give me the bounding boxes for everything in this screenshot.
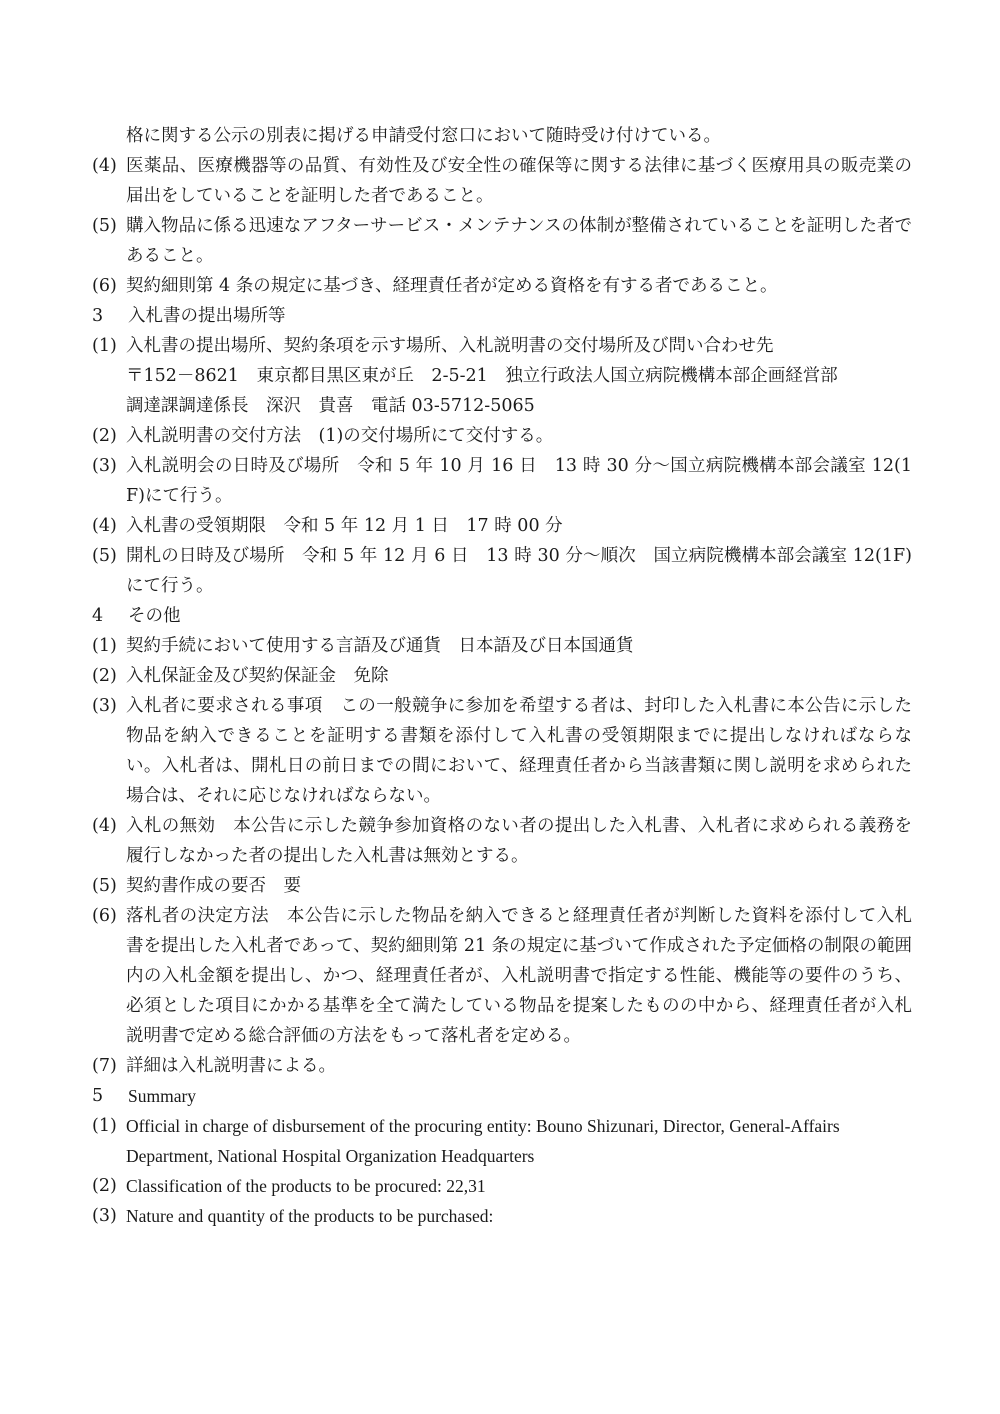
list-item [92, 691, 912, 811]
item-number: (5) [92, 216, 117, 236]
item-number: (3) [92, 696, 117, 716]
item-text: 開札の日時及び場所 令和 5 年 12 月 6 日 13 時 30 分～順次 国立病院機構本部会議室 12(1F)にて行う。 [126, 546, 912, 596]
section-heading [92, 601, 912, 631]
list-item [92, 421, 912, 451]
item-number: (2) [92, 1176, 117, 1196]
section-title: 入札書の提出場所等 [128, 306, 286, 326]
list-item [92, 871, 912, 901]
section-number: 3 [92, 306, 104, 326]
item-number: (5) [92, 876, 117, 896]
item-text [126, 331, 912, 421]
contact-line: 調達課調達係長 深沢 貴喜 電話 03-5712-5065 [126, 396, 535, 416]
paragraph-continuation: 格に関する公示の別表に掲げる申請受付窓口において随時受け付けている。 [126, 126, 721, 146]
item-text: Official in charge of disbursement of the procuring entity: Bouno Shizunari, Director, General-Affairs Department, National Hospital Organization Headquarters [126, 1116, 840, 1166]
item-number: (1) [92, 336, 117, 356]
list-item [92, 1051, 912, 1081]
item-text: 契約細則第 4 条の規定に基づき、経理責任者が定める資格を有する者であること。 [126, 276, 778, 296]
item-text: 契約書作成の要否 要 [126, 876, 301, 896]
item-number: (1) [92, 636, 117, 656]
item-number: (2) [92, 426, 117, 446]
item-text: 入札の無効 本公告に示した競争参加資格のない者の提出した入札書、入札者に求められる義務を履行しなかった者の提出した入札書は無効とする。 [126, 816, 912, 866]
section-heading [92, 301, 912, 331]
item-number: (7) [92, 1056, 117, 1076]
item-number: (4) [92, 516, 117, 536]
item-text: 購入物品に係る迅速なアフターサービス・メンテナンスの体制が整備されていることを証明した者であること。 [126, 216, 912, 266]
section-title: その他 [128, 606, 181, 626]
document-body [92, 121, 912, 1231]
list-item [92, 901, 912, 1051]
item-text: 入札保証金及び契約保証金 免除 [126, 666, 389, 686]
item-text: Nature and quantity of the products to be purchased: [126, 1206, 494, 1226]
list-item [92, 271, 912, 301]
list-item [92, 631, 912, 661]
section-heading [92, 1081, 912, 1111]
item-text: 契約手続において使用する言語及び通貨 日本語及び日本国通貨 [126, 636, 634, 656]
item-number: (5) [92, 546, 117, 566]
item-text-line: 入札書の提出場所、契約条項を示す場所、入札説明書の交付場所及び問い合わせ先 [126, 336, 774, 356]
list-item [92, 211, 912, 271]
list-item [92, 811, 912, 871]
item-text: 入札者に要求される事項 この一般競争に参加を希望する者は、封印した入札書に本公告に示した物品を納入できることを証明する書類を添付して入札書の受領期限までに提出しなければならない。入札者は、開札日の前日までの間において、経理責任者から当該書類に関し説明を求められた場合は、それに応じなければならない。 [126, 696, 912, 806]
item-text: Classification of the products to be procured: 22,31 [126, 1176, 486, 1196]
section-number: 5 [92, 1086, 104, 1106]
item-number: (2) [92, 666, 117, 686]
list-item [92, 331, 912, 421]
section-number: 4 [92, 606, 104, 626]
address-line: 〒152－8621 東京都目黒区東が丘 2-5-21 独立行政法人国立病院機構本部企画経営部 [126, 366, 838, 386]
list-item [92, 541, 912, 601]
item-text: 入札書の受領期限 令和 5 年 12 月 1 日 17 時 00 分 [126, 516, 563, 536]
item-text: 詳細は入札説明書による。 [126, 1056, 336, 1076]
item-number: (4) [92, 156, 117, 176]
list-item [92, 451, 912, 511]
list-item [92, 661, 912, 691]
item-number: (6) [92, 906, 117, 926]
item-text: 入札説明会の日時及び場所 令和 5 年 10 月 16 日 13 時 30 分～国立病院機構本部会議室 12(1F)にて行う。 [126, 456, 912, 506]
item-number: (3) [92, 456, 117, 476]
list-item [92, 1111, 912, 1171]
item-number: (4) [92, 816, 117, 836]
list-item [92, 1201, 912, 1231]
list-item [92, 1171, 912, 1201]
item-number: (1) [92, 1116, 117, 1136]
item-text: 医薬品、医療機器等の品質、有効性及び安全性の確保等に関する法律に基づく医療用具の販売業の届出をしていることを証明した者であること。 [126, 156, 912, 206]
list-item [92, 151, 912, 211]
item-number: (3) [92, 1206, 117, 1226]
item-text: 入札説明書の交付方法 (1)の交付場所にて交付する。 [126, 426, 554, 446]
section-title: Summary [128, 1086, 197, 1106]
item-number: (6) [92, 276, 117, 296]
list-item [92, 511, 912, 541]
item-text: 落札者の決定方法 本公告に示した物品を納入できると経理責任者が判断した資料を添付して入札書を提出した入札者であって、契約細則第 21 条の規定に基づいて作成された予定価格の制限の範囲内の入札金額を提出し、かつ、経理責任者が、入札説明書で指定する性能、機能等の要件のうち、必須とした項目にかかる基準を全て満たしている物品を提案したものの中から、経理責任者が入札説明書で定める総合評価の方法をもって落札者を定める。 [126, 906, 912, 1046]
